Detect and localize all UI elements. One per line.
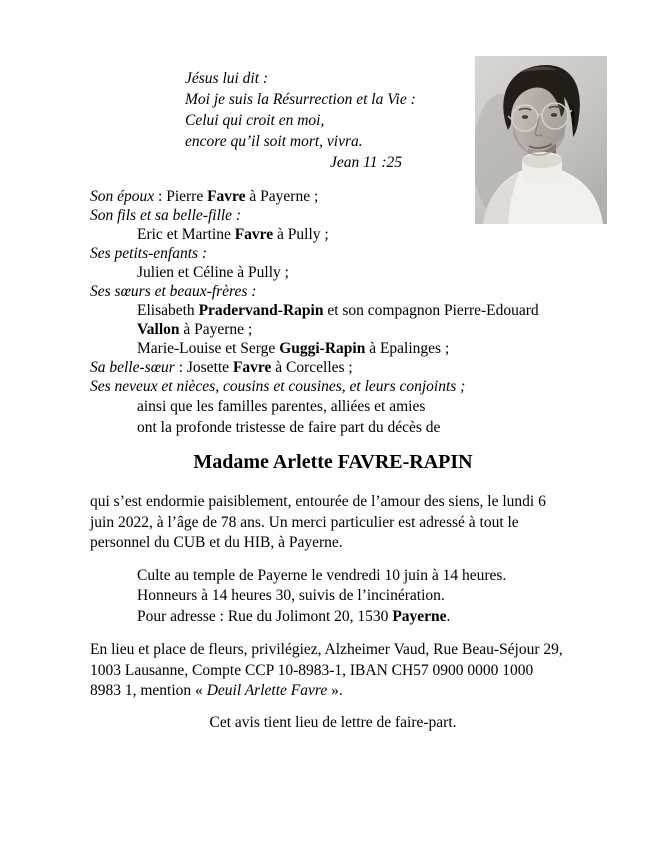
quote-line: Jésus lui dit : — [185, 70, 269, 87]
deceased-name: Madame Arlette FAVRE-RAPIN — [193, 451, 473, 473]
obituary-paragraph: qui s’est endormie paisiblement, entourée de l’amour des siens, le lundi 6 juin 2022, à l’âge de 78 ans. Un merci particulier est adressé à tout le personnel du CUB et du HIB, à Payerne. — [90, 493, 546, 551]
family-line: Vallon à Payerne ; — [137, 321, 253, 338]
family-line: Julien et Céline à Pully ; — [137, 264, 289, 281]
intro-block — [137, 396, 568, 438]
family-list — [90, 187, 568, 396]
family-line: Eric et Martine Favre à Pully ; — [137, 226, 329, 243]
family-line: Sa belle-sœur : Josette Favre à Corcelles ; — [90, 359, 353, 376]
family-line: Ses petits-enfants : — [90, 245, 208, 262]
intro-line: ont la profonde tristesse de faire part du décès de — [137, 419, 441, 436]
family-line: Ses sœurs et beaux-frères : — [90, 283, 257, 300]
ceremony-line: Honneurs à 14 heures 30, suivis de l’incinération. — [137, 587, 445, 604]
quote-line: encore qu’il soit mort, vivra. — [185, 133, 363, 150]
quote-line: Moi je suis la Résurrection et la Vie : — [185, 91, 416, 108]
quote-line: Celui qui croit en moi, — [185, 112, 325, 129]
family-line: Ses neveux et nièces, cousins et cousines, et leurs conjoints ; — [90, 378, 466, 395]
family-line: Marie-Louise et Serge Guggi-Rapin à Epalinges ; — [137, 340, 450, 357]
quote-attribution: Jean 11 :25 — [330, 154, 403, 171]
family-line: Elisabeth Pradervand-Rapin et son compagnon Pierre-Edouard — [137, 302, 539, 319]
ceremony-block — [137, 566, 568, 628]
family-line: Son fils et sa belle-fille : — [90, 207, 242, 224]
closing-line: Cet avis tient lieu de lettre de faire-part. — [209, 713, 457, 731]
ceremony-line: Pour adresse : Rue du Jolimont 20, 1530 Payerne. — [137, 607, 451, 625]
family-line: Son époux : Pierre Favre à Payerne ; — [90, 188, 319, 205]
intro-line: ainsi que les familles parentes, alliées et amies — [137, 398, 426, 415]
bible-quote — [185, 68, 568, 173]
donation-paragraph: En lieu et place de fleurs, privilégiez, Alzheimer Vaud, Rue Beau-Séjour 29, 1003 Lausanne, Compte CCP 10-8983-1, IBAN CH57 0900 0000 1000 8983 1, mention « Deuil Arlette Favre ». — [90, 641, 563, 699]
announcement-content — [90, 68, 568, 733]
ceremony-line: Culte au temple de Payerne le vendredi 10 juin à 14 heures. — [137, 566, 507, 584]
